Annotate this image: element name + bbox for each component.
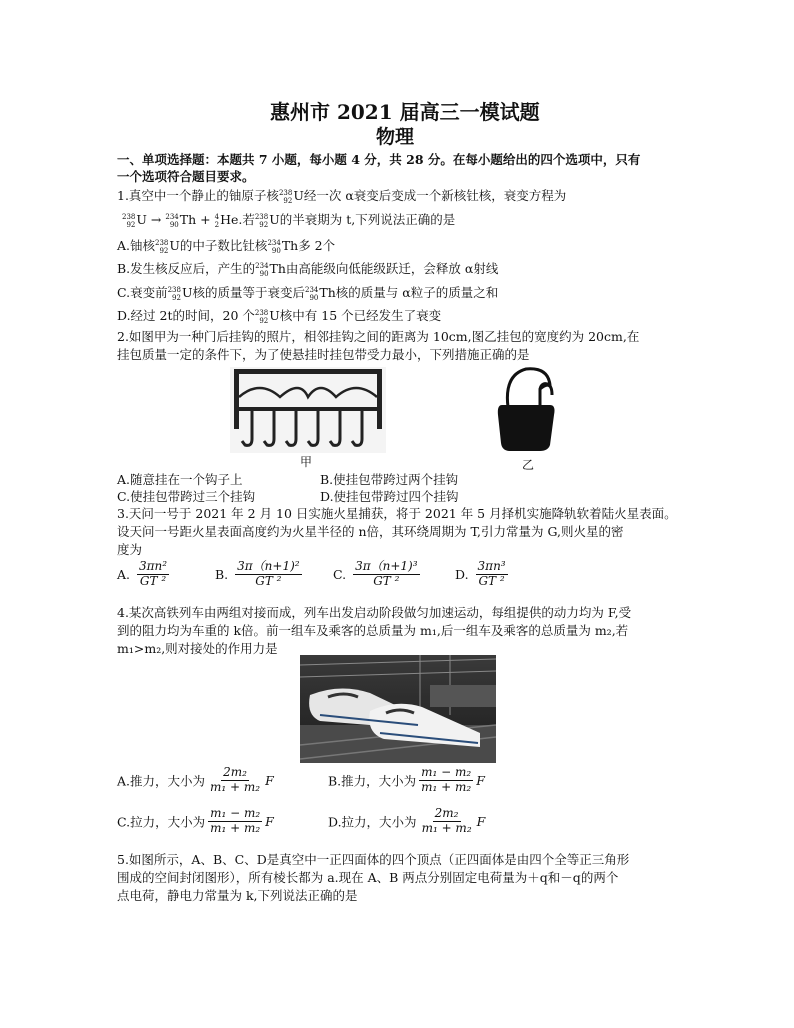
figure-label-yi: 乙 [522,458,535,472]
door-hooks-figure [230,367,386,453]
subject-title: 物理 [376,126,415,148]
q3-option-c: C. $\frac{\text{3π（n+1)³}}{\text{GT ²}}$ [333,559,418,588]
q1-option-a: A.铀核 238 92 U的中子数比钍核 234 90 Th多 2个 [117,238,336,255]
q3-stem-line2: 设天问一号距火星表面高度约为火星半径的 n倍，其环绕周期为 T,引力常量为 G,则火星的密 [117,524,624,539]
q2-option-c: C.使挂包带跨过三个挂钩 [117,489,256,504]
q3-stem-line1: 3.天问一号于 2021 年 2 月 10 日实施火星捕获，将于 2021 年 5 月择机实施降轨软着陆火星表面。 [117,506,677,521]
q5-stem-line1: 5.如图所示，A、B、C、D是真空中一正四面体的四个顶点（正四面体是由四个全等正三角形 [117,852,630,867]
q3-option-a: A. $\frac{\text{3πn²}}{\text{GT ²}}$ [117,559,168,588]
q4-option-d: D.拉力，大小为 $\frac{\text{2m₂}}{\text{m₁ + m₂}}$ F [328,806,486,835]
q1-option-b: B.发生核反应后，产生的 234 90 Th由高能级向低能级跃迁，会释放 α射线 [117,261,499,278]
page-title: 惠州市 2021 届高三一模试题 [270,100,540,124]
q3-stem-line3: 度为 [117,542,143,557]
q2-option-b: B.使挂包带跨过两个挂钩 [320,472,459,487]
q5-stem-line3: 点电荷，静电力常量为 k,下列说法正确的是 [117,888,358,903]
q2-option-d: D.使挂包带跨过四个挂钩 [320,489,459,504]
q1-equation: 238 92 U → 234 90 Th + 4 2 He.若 238 92 U的半衰期为 t,下列说法正确的是 [122,212,456,229]
q3-option-d: D. $\frac{\text{3πn³}}{\text{GT ²}}$ [455,559,506,588]
q1-stem: 1.真空中一个静止的铀原子核 238 92 U经一次 α衰变后变成一个新核钍核，衰变方程为 [117,188,567,205]
q5-stem-line2: 围成的空间封闭图形），所有棱长都为 a.现在 A、B 两点分别固定电荷量为＋q和－q的两个 [117,870,619,885]
q4-stem-line3: m₁>m₂,则对接处的作用力是 [117,641,278,656]
q1-option-d: D.经过 2t的时间，20 个 238 92 U核中有 15 个已经发生了衰变 [117,308,442,325]
q1-option-c: C.衰变前 238 92 U核的质量等于衰变后 234 90 Th核的质量与 α粒子的质量之和 [117,285,499,302]
q2-stem-line1: 2.如图甲为一种门后挂钩的照片，相邻挂钩之间的距离为 10cm,图乙挂包的宽度约为 20cm,在 [117,329,640,344]
section-heading-line1: 一、单项选择题：本题共 7 小题，每小题 4 分，共 28 分。在每小题给出的四个选项中，只有 [117,152,641,167]
q4-option-a: A.推力，大小为 $\frac{\text{2m₂}}{\text{m₁ + m₂}}$ F [117,765,274,794]
q4-stem-line1: 4.某次高铁列车由两组对接而成，列车出发启动阶段做匀加速运动，每组提供的动力均为 F,受 [117,605,632,620]
section-heading-line2: 一个选项符合题目要求。 [117,169,255,184]
q4-option-b: B.推力，大小为 $\frac{\text{m₁ − m₂}}{\text{m₁ + m₂}}$ F [328,765,485,794]
high-speed-train-photo [300,655,496,763]
q4-option-c: C.拉力，大小为 $\frac{\text{m₁ − m₂}}{\text{m₁ + m₂}}$ F [117,806,274,835]
figure-label-jia: 甲 [300,455,313,469]
q4-stem-line2: 到的阻力均为车重的 k倍。前一组车及乘客的总质量为 m₁,后一组车及乘客的总质量为 m₂,若 [117,623,629,638]
bag-figure [496,365,556,451]
q2-option-a: A.随意挂在一个钩子上 [117,472,243,487]
q2-stem-line2: 挂包质量一定的条件下，为了使悬挂时挂包带受力最小，下列措施正确的是 [117,347,530,362]
q3-option-b: B. $\frac{\text{3π（n+1)²}}{\text{GT ²}}$ [215,559,300,588]
